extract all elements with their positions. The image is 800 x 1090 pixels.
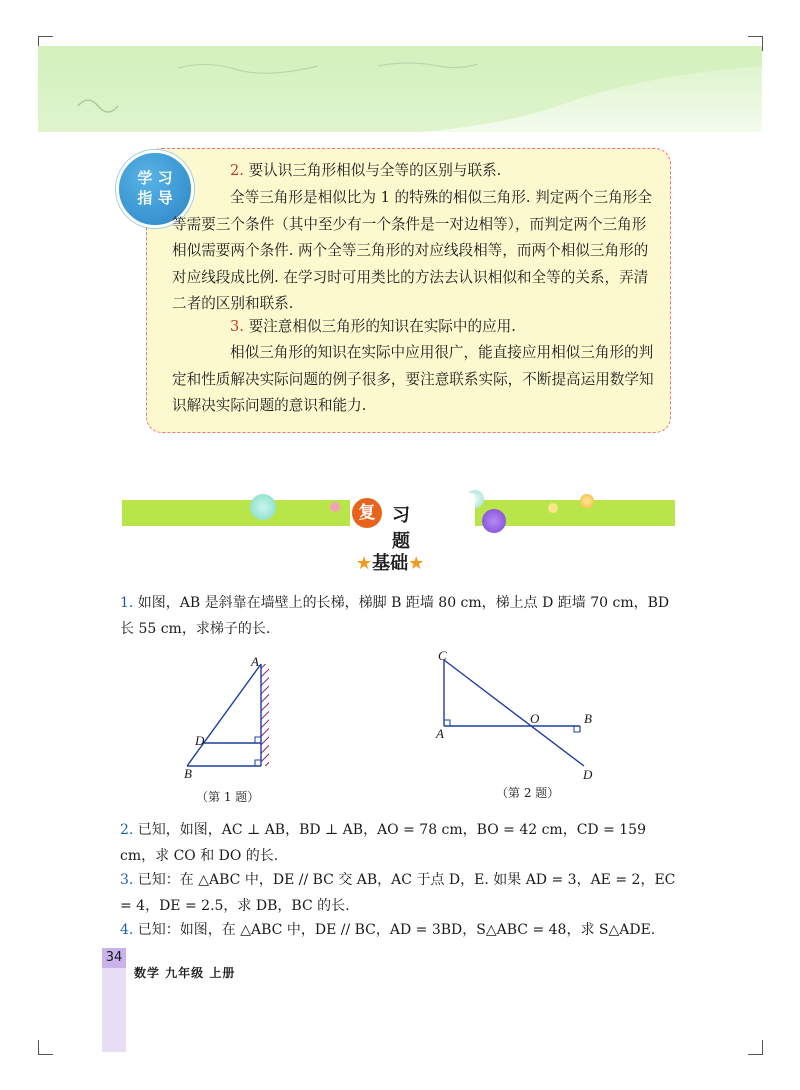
question-1-text: 如图，AB 是斜靠在墙壁上的长梯，梯脚 B 距墙 80 cm，梯上点 D 距墙 70 cm，BD 长 55 cm，求梯子的长. — [120, 595, 670, 637]
question-2-text: 已知，如图，AC ⊥ AB，BD ⊥ AB，AO = 78 cm，BO = 42 cm，CD = 159 cm，求 CO 和 DO 的长. — [120, 822, 646, 864]
crop-mark-bottom-left — [38, 1040, 53, 1055]
fig1-label-D: D — [195, 733, 205, 748]
section-basic — [356, 549, 424, 575]
review-title-rest: 习 题 — [392, 505, 424, 552]
right-angle-mark-D — [255, 737, 261, 743]
fig1-label-A: A — [251, 654, 259, 669]
question-1 — [120, 590, 680, 642]
fig2-label-O: O — [530, 711, 540, 726]
ladder-line — [187, 664, 261, 766]
decor-circle-purple — [482, 509, 506, 533]
guide-point-2-number: 2. — [230, 162, 244, 179]
page-number: 34 — [102, 948, 126, 968]
guide-point-3-number: 3. — [230, 318, 244, 335]
fig1-label-B: B — [184, 766, 192, 781]
fig2-label-B: B — [584, 711, 592, 726]
fig2-label-C: C — [438, 648, 447, 663]
star-icon-left: ★ — [356, 553, 373, 574]
star-icon-right: ★ — [408, 553, 425, 574]
question-4-text: 已知：如图，在 △ABC 中，DE // BC，AD = 3BD，S△ABC = 48，求 S△ADE. — [133, 922, 656, 938]
right-angle-mark-B — [574, 726, 580, 732]
crop-mark-bottom-right — [748, 1040, 763, 1055]
question-2-number: 2. — [120, 822, 134, 838]
header-band — [38, 46, 762, 132]
right-angle-mark-bottom — [255, 760, 261, 766]
question-3-text: 已知：在 △ABC 中，DE // BC 交 AB，AC 于点 D，E. 如果 AD = 3，AE = 2，EC = 4，DE = 2.5，求 DB，BC 的长. — [120, 872, 676, 914]
fig2-label-A: A — [436, 726, 444, 741]
decor-circle-pink — [330, 502, 340, 512]
figure-1-caption: （第 1 题） — [196, 790, 260, 804]
question-3 — [120, 867, 680, 919]
wall-hatching — [261, 664, 269, 766]
guide-point-3-text: 要注意相似三角形的知识在实际中的应用. — [243, 318, 516, 335]
badge-line-2: 指 导 — [137, 189, 173, 207]
section-basic-label: 基础 — [372, 553, 409, 574]
segment-CD — [444, 660, 584, 766]
right-angle-mark-A — [444, 720, 450, 726]
decor-circle-yellow — [548, 503, 558, 513]
guide-paragraph-application: 相似三角形的知识在实际中应用很广，能直接应用相似三角形的判定和性质解决实际问题的例子很多，要注意联系实际，不断提高运用数学知识解决实际问题的意识和能力. — [172, 344, 654, 415]
guide-point-2-text: 要认识三角形相似与全等的区别与联系. — [243, 162, 502, 179]
guide-paragraph-congruence: 全等三角形是相似比为 1 的特殊的相似三角形. 判定两个三角形全等需要三个条件（其中至少有一个条件是一对边相等），而判定两个三角形相似需要两个条件. 两个全等三角形的对应线段相等，而两个相似三角形的对应线段成比例. 在学习时可用类比的方法去认识相似和全等的关系，弄清二者的区别和联系. — [172, 189, 652, 313]
figure-1-diagram — [175, 652, 285, 782]
guide-point-3 — [172, 314, 654, 341]
question-2 — [120, 817, 680, 869]
question-4-number: 4. — [120, 922, 134, 938]
decor-circle-teal — [250, 494, 276, 520]
review-title-first-char: 复 — [352, 498, 382, 528]
question-4 — [120, 917, 680, 943]
header-decoration — [38, 46, 762, 132]
decor-circle-orange — [580, 494, 594, 508]
fig2-label-D: D — [583, 767, 593, 782]
figure-2-caption: （第 2 题） — [496, 786, 560, 800]
badge-line-1: 学 习 — [137, 169, 173, 187]
question-3-number: 3. — [120, 872, 134, 888]
book-title: 数学 九年级 上册 — [134, 966, 236, 980]
question-1-number: 1. — [120, 595, 134, 611]
guide-point-2 — [172, 158, 654, 185]
figure-2-diagram — [430, 650, 600, 780]
